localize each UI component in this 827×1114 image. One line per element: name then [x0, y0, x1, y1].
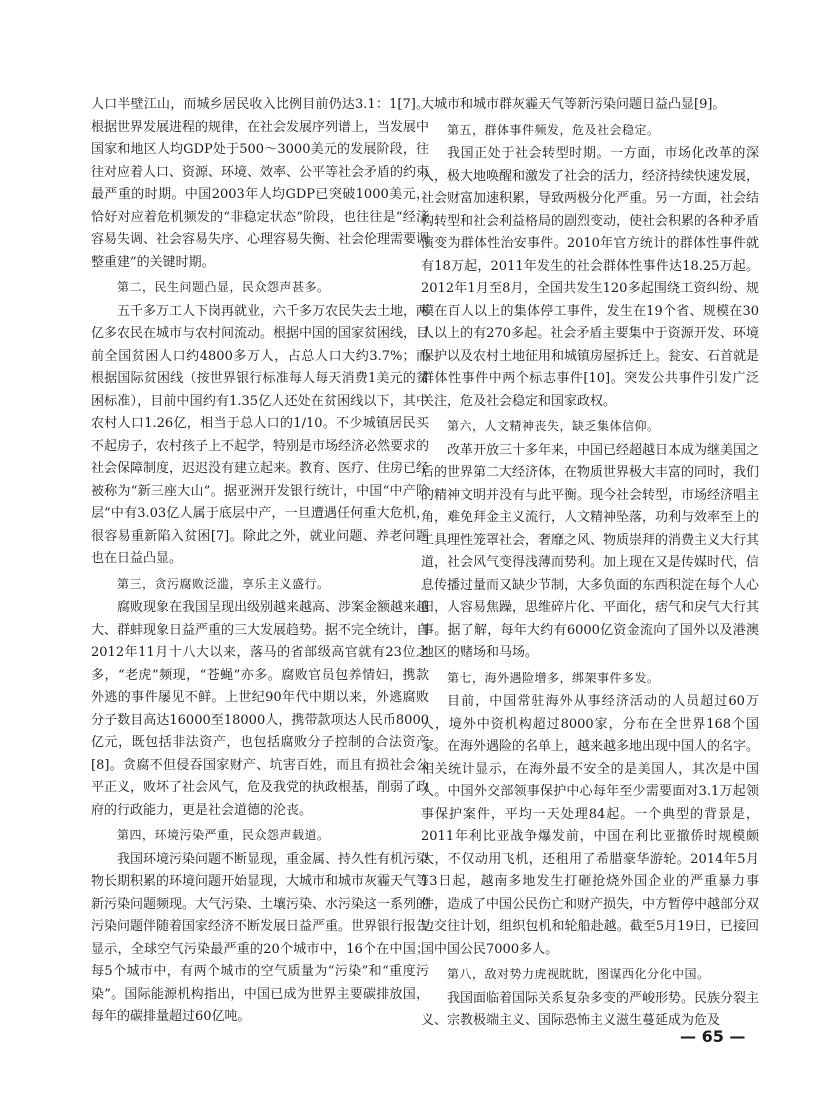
paragraph: 目前，中国常驻海外从事经济活动的人员超过60万人，境外中资机构超过8000家，分布在全世界168个国家。在海外遇险的名单上，越来越多地出现中国人的名字。相关统计显示，在海外最不安全的是美国人，其次是中国人。中国外交部领事保护中心每年至少需要面对3.1万起领事保护案件，平均一天处理84起。一个典型的背景是，2011年利比亚战争爆发前，中国在利比亚撤侨时规模颇大，不仅动用飞机，还租用了希腊豪华游轮。2014年5月13日起，越南多地发生打砸抢烧外国企业的严重暴力事件，造成了中国公民伤亡和财产损失，中方暂停中越部分双边交往计划，组织包机和轮船赴越。截至5月19日，已接回国中国公民7000多人。 [421, 694, 760, 957]
paragraph: 改革开放三十多年来，中国已经超越日本成为继美国之后的世界第二大经济体，在物质世界极大丰富的同时，我们的精神文明并没有与此平衡。现今社会转型，市场经济唱主角，难免拜金主义流行，人文精神坠落，功利与效率至上的工具理性笼罩社会，奢靡之风、物质崇拜的消费主义大行其道，社会风气变得浅薄而势利。加上现在又是传媒时代，信息传播过量而又缺少节制，大多负面的东西积淀在每个人心田，人容易焦躁，思维碎片化、平面化，痞气和戾气大行其事。据了解，每年大约有6000亿资金流向了国外以及港澳地区的赌场和马场。 [421, 442, 760, 660]
section-heading: 第四，环境污染严重，民众怨声载道。 [117, 828, 330, 842]
section-heading: 第五，群体事件频发，危及社会稳定。 [447, 122, 660, 137]
paragraph: 我国正处于社会转型时期。一方面，市场化改革的深入，极大地唤醒和激发了社会的活力，经济持续快速发展，社会财富加速积累，导致两极分化严重。另一方面，社会结构转型和社会利益格局的剧烈变动，使社会积累的各种矛盾演变为群体性治安事件。2010年官方统计的群体性事件就有18万起，2011年发生的社会群体性事件达18.25万起。2012年1月至8月，全国共发生120多起围绕工资纠纷、规模在百人以上的集体停工事件，发生在19个省、规模在30人以上的有270多起。社会矛盾主要集中于资源开发、环境保护以及农村土地征用和城镇房屋拆迁上。瓮安、石首就是群体性事件中两个标志事件[10]。突发公共事件引发广泛关注，危及社会稳定和国家政权。 [421, 146, 760, 409]
paragraph: 五千多万工人下岗再就业，六千多万农民失去土地，两亿多农民在城市与农村间流动。根据中国的国家贫困线，目前全国贫困人口约4800多万人，占总人口大约3.7%；而根据国际贫困线（按世界银行标准每人每天消费1美元的贫困标准），目前中国约有1.35亿人还处在贫困线以下，其中农村人口1.26亿，相当于总人口的1/10。不少城镇居民买不起房子，农村孩子上不起学，特别是市场经济必然要求的社会保障制度，迟迟没有建立起来。教育、医疗、住房已经被称为“新三座大山”。据亚洲开发银行统计，中国“中产阶层”中有3.03亿人属于底层中产，一旦遭遇任何重大危机，很容易重新陷入贫困[7]。除此之外，就业问题、养老问题也在日益凸显。 [91, 303, 430, 566]
section-heading: 第八，敌对势力虎视眈眈，图谋西化分化中国。 [447, 967, 710, 981]
paragraph: 我国环境污染问题不断显现，重金属、持久性有机污染物长期积累的环境问题开始显现，大城市和城市灰霾天气等新污染问题频现。大气污染、土壤污染、水污染这一系列的污染问题伴随着国家经济不断发展日益严重。世界银行报告显示，全球空气污染最严重的20个城市中，16个在中国；每5个城市中，有两个城市的空气质量为“污染”和“重度污染”。国际能源机构指出，中国已成为世界主要碳排放国，每年的碳排量超过60亿吨。 [91, 851, 430, 1024]
paragraph: 腐败现象在我国呈现出级别越来越高、涉案金额越来越大、群蚌现象日益严重的三大发展趋势。据不完全统计，自2012年11月十八大以来，落马的省部级高官就有23位之多，“老虎”频现，“苍蝇”亦多。腐败官员包养情妇，携款外逃的事件屡见不鲜。上世纪90年代中期以来，外逃腐败分子数目高达16000至18000人，携带款项达人民币8000亿元，既包括非法资产，也包括腐败分子控制的合法资产[8]。贪腐不但侵吞国家财产、坑害百姓，而且有损社会公平正义，败坏了社会风气，危及我党的执政根基，削弱了政府的行政能力，更是社会道德的沦丧。 [91, 600, 430, 818]
left-column [91, 94, 429, 1029]
section-heading: 第七，海外遇险增多，绑架事件多发。 [447, 670, 660, 685]
paragraph: 人口半壁江山，而城乡居民收入比例目前仍达3.1：1[7]。根据世界发展进程的规律，在社会发展序列谱上，当发展中国家和地区人均GDP处于500～3000美元的发展阶段，往往对应着人口、资源、环境、效率、公平等社会矛盾的约束最严重的时期。中国2003年人均GDP已突破1000美元，恰好对应着危机频发的“非稳定状态”阶段，也往往是“经济容易失调、社会容易失序、心理容易失衡、社会伦理需要调整重建”的关键时期。 [91, 97, 430, 270]
right-column [421, 94, 759, 1033]
section-heading: 第六，人文精神丧失，缺乏集体信仰。 [447, 419, 660, 433]
paragraph: 大城市和城市群灰霾天气等新污染问题日益凸显[9]。 [421, 97, 726, 112]
page-number: — 65 — [680, 1027, 746, 1046]
section-heading: 第二，民生问题凸显，民众怨声甚多。 [117, 280, 330, 294]
section-heading: 第三，贪污腐败泛滥，享乐主义盛行。 [117, 576, 330, 591]
paragraph: 我国面临着国际关系复杂多变的严峻形势。民族分裂主义、宗教极端主义、国际恐怖主义滋生蔓延成为危及 [421, 990, 760, 1028]
